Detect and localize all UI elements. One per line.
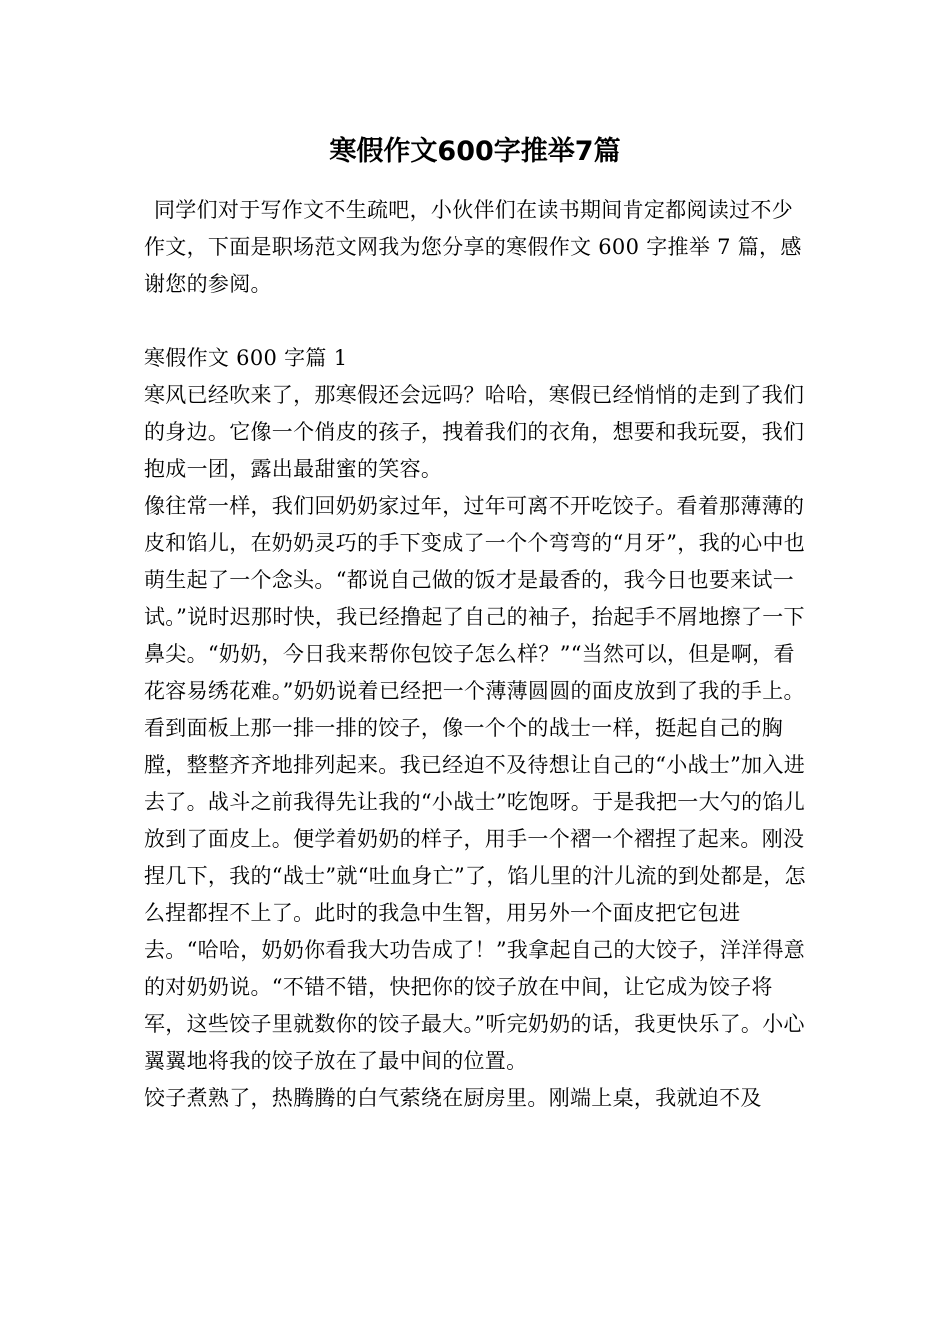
body-paragraph-4: 饺子煮熟了，热腾腾的白气萦绕在厨房里。刚端上桌，我就迫不及	[144, 1086, 762, 1110]
body-paragraph-1: 寒风已经吹来了，那寒假还会远吗？哈哈，寒假已经悄悄的走到了我们的身边。它像一个俏皮的孩子，拽着我们的衣角，想要和我玩耍，我们抱成一团，露出最甜蜜的笑容。	[144, 383, 805, 481]
body-paragraph-3: 看到面板上那一排一排的饺子，像一个个的战士一样，挺起自己的胸膛，整整齐齐地排列起来。我已经迫不及待想让自己的“小战士”加入进去了。战斗之前我得先让我的“小战士”吃饱呀。于是我把一大勺的馅儿放到了面皮上。便学着奶奶的样子，用手一个褶一个褶捏了起来。刚没捏几下，我的“战士”就“吐血身亡”了，馅儿里的汁儿流的到处都是，怎么捏都捏不上了。此时的我急中生智，用另外一个面皮把它包进去。“哈哈，奶奶你看我大功告成了！”我拿起自己的大饺子，洋洋得意的对奶奶说。“不错不错，快把你的饺子放在中间，让它成为饺子将军，这些饺子里就数你的饺子最大。”听完奶奶的话，我更快乐了。小心翼翼地将我的饺子放在了最中间的位置。	[144, 716, 806, 1073]
body-paragraph-2: 像往常一样，我们回奶奶家过年，过年可离不开吃饺子。看着那薄薄的皮和馅儿，在奶奶灵巧的手下变成了一个个弯弯的“月牙”，我的心中也萌生起了一个念头。“都说自己做的饭才是最香的，我今日也要来试一试。”说时迟那时快，我已经撸起了自己的袖子，抬起手不屑地擦了一下鼻尖。“奶奶，今日我来帮你包饺子怎么样？”“当然可以，但是啊，看花容易绣花难。”奶奶说着已经把一个薄薄圆圆的面皮放到了我的手上。	[144, 494, 806, 703]
document-title: 寒假作文600字推举7篇	[329, 136, 621, 167]
intro-paragraph: 同学们对于写作文不生疏吧，小伙伴们在读书期间肯定都阅读过不少作文，下面是职场范文网我为您分享的寒假作文 600 字推举 7 篇，感谢您的参阅。	[144, 198, 802, 296]
intro-block	[144, 192, 814, 303]
section-heading: 寒假作文 600 字篇 1	[144, 346, 348, 370]
article-body	[144, 340, 814, 1117]
